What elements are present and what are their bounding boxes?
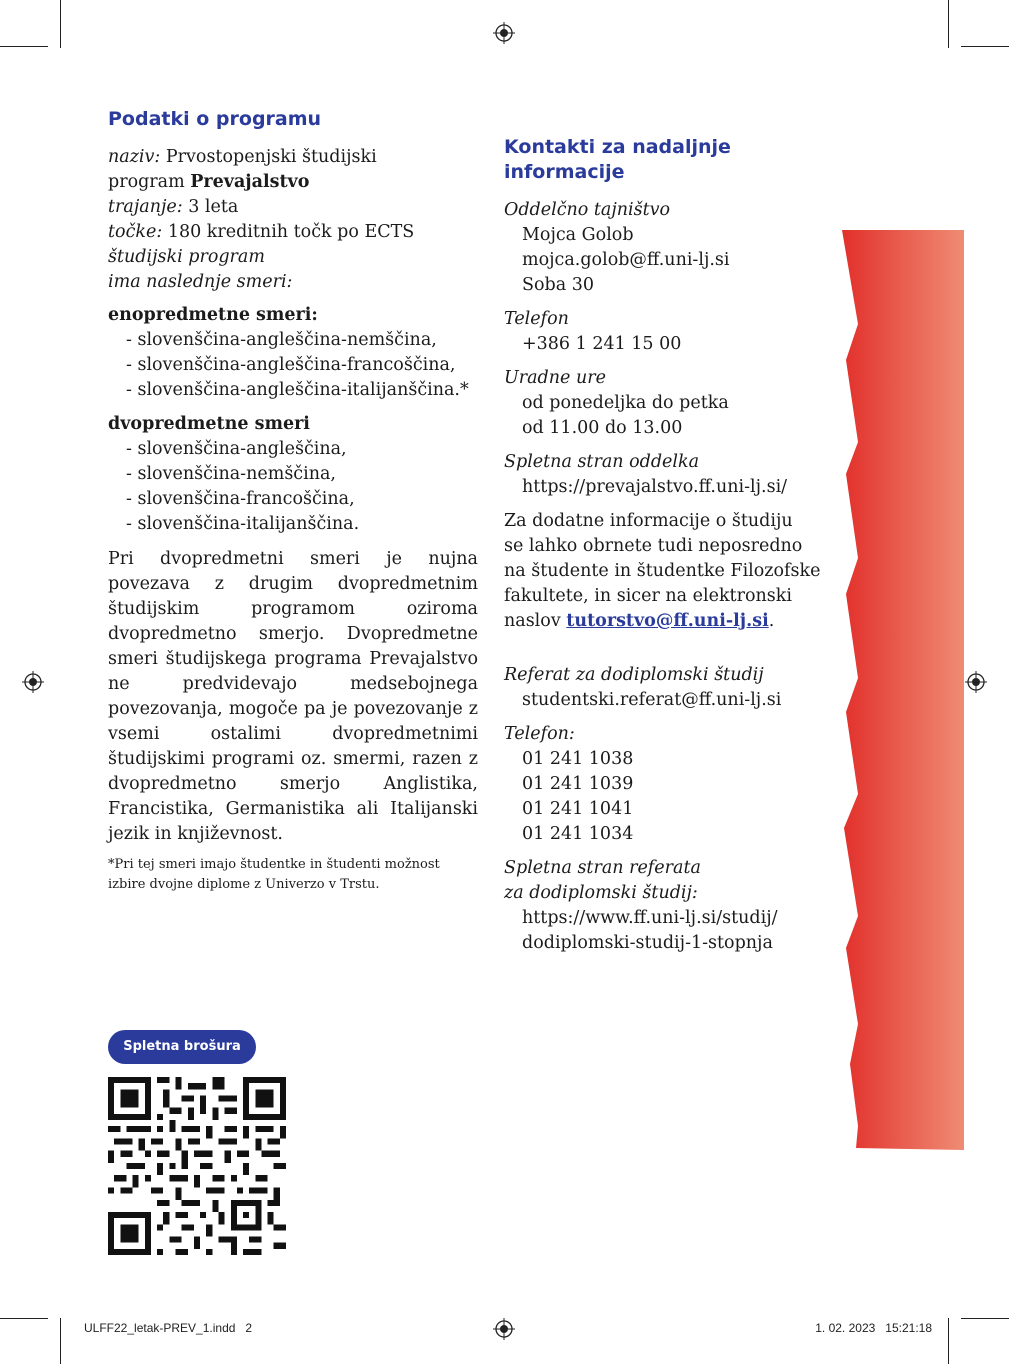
contacts-info: [504, 198, 840, 956]
naslov-line: [504, 609, 840, 634]
slug-filename: ULFF22_letak-PREV_1.indd 2: [84, 1321, 253, 1335]
naziv-label: naziv:: [108, 147, 161, 167]
crop-mark: [948, 1318, 949, 1364]
contacts-title-line-1: Kontakti za nadaljnje: [504, 136, 731, 158]
tajnistvo-name: Mojca Golob: [522, 225, 634, 245]
referat-email[interactable]: studentski.referat@ff.uni-lj.si: [522, 690, 782, 710]
program-line-2: ima naslednje smeri:: [108, 272, 293, 292]
tajnistvo-room: Soba 30: [522, 275, 594, 295]
registration-mark-icon: [493, 22, 515, 44]
dodatne-line: Za dodatne informacije o študiju: [504, 511, 793, 531]
contacts-title-line-2: informacije: [504, 161, 625, 183]
ure-line: od ponedeljka do petka: [522, 393, 729, 413]
crop-mark: [961, 1318, 1009, 1319]
qr-code-icon[interactable]: [108, 1077, 286, 1255]
program-name: Prevajalstvo: [190, 172, 310, 192]
naslov-prefix: naslov: [504, 611, 567, 631]
spletna-url[interactable]: https://prevajalstvo.ff.uni-lj.si/: [522, 477, 788, 497]
trajanje-label: trajanje:: [108, 197, 183, 217]
telefon2-number: 01 241 1038: [522, 749, 634, 769]
naziv-line-cont: [108, 170, 478, 195]
telefon-label: Telefon: [504, 309, 569, 329]
telefon2-label: Telefon:: [504, 724, 575, 744]
crop-mark: [961, 46, 1009, 47]
tajnistvo-email[interactable]: mojca.golob@ff.uni-lj.si: [522, 250, 730, 270]
referat-label: Referat za dodiplomski študij: [504, 665, 764, 685]
crop-mark: [60, 1318, 61, 1364]
crop-mark: [948, 0, 949, 48]
crop-mark: [0, 0, 1, 1]
crop-mark: [0, 1318, 48, 1319]
naziv-cont: program: [108, 172, 191, 192]
contacts-section-title: [504, 135, 834, 185]
dodatne-paragraph: [504, 509, 840, 634]
program-paragraph: Pri dvopredmetni smeri je nujna povezava z drugim dvopredmetnim študijskim programom oziroma dvopredmetno smerjo. Dvopredmetne smeri študijskega programa Prevajalstvo ne predvidevajo medsebojnega povezovanja, mogoče pa je povezovanje z vsemi ostalimi dvopredmetnimi študijskimi programi oz. smermi, razen z dvopredmetno smerjo Anglistika, Francistika, Germanistika ali Italijanski jezik in književnost.: [108, 549, 478, 844]
registration-mark-icon: [965, 671, 987, 693]
referat-web-url-1[interactable]: https://www.ff.uni-lj.si/studij/: [522, 908, 778, 928]
ure-line: od 11.00 do 13.00: [522, 418, 683, 438]
program-section-title: Podatki o programu: [108, 108, 322, 130]
ure-label: Uradne ure: [504, 368, 606, 388]
referat-web-label-2: za dodiplomski študij:: [504, 883, 698, 903]
dodatne-line: se lahko obrnete tudi neposredno: [504, 536, 803, 556]
referat-web-url-2[interactable]: dodiplomski-studij-1-stopnja: [522, 933, 773, 953]
tajnistvo-label: Oddelčno tajništvo: [504, 200, 671, 220]
naziv-line: [108, 145, 478, 170]
dvo-heading: dvopredmetne smeri: [108, 414, 310, 434]
crop-mark: [0, 46, 48, 47]
decorative-ribbon: [840, 228, 966, 1152]
trajanje-line: [108, 195, 478, 220]
registration-mark-icon: [22, 671, 44, 693]
list-item: - slovenščina-angleščina-nemščina,: [126, 330, 437, 350]
registration-mark-icon: [493, 1318, 515, 1340]
dodatne-line: fakultete, in sicer na elektronski: [504, 586, 792, 606]
dodatne-line: na študente in študentke Filozofske: [504, 561, 821, 581]
list-item: - slovenščina-italijanščina.: [126, 514, 360, 534]
slug-date: 1. 02. 2023 15:21:18: [815, 1321, 932, 1335]
trajanje-value: 3 leta: [188, 197, 239, 217]
naslov-suffix: .: [768, 611, 775, 631]
telefon-value: +386 1 241 15 00: [522, 334, 682, 354]
spletna-label: Spletna stran oddelka: [504, 452, 700, 472]
program-line-1: študijski program: [108, 247, 265, 267]
telefon2-number: 01 241 1039: [522, 774, 634, 794]
crop-mark: [60, 0, 61, 48]
tocke-value: 180 kreditnih točk po ECTS: [167, 222, 415, 242]
program-info: [108, 145, 478, 847]
telefon2-number: 01 241 1034: [522, 824, 634, 844]
list-item: - slovenščina-nemščina,: [126, 464, 336, 484]
tocke-line: [108, 220, 478, 245]
naziv-value: Prvostopenjski študijski: [165, 147, 377, 167]
tocke-label: točke:: [108, 222, 163, 242]
telefon2-number: 01 241 1041: [522, 799, 634, 819]
eno-heading: enopredmetne smeri:: [108, 305, 318, 325]
list-item: - slovenščina-angleščina-francoščina,: [126, 355, 456, 375]
list-item: - slovenščina-angleščina-italijanščina.*: [126, 380, 469, 400]
web-brochure-button[interactable]: Spletna brošura: [108, 1030, 256, 1064]
tutorstvo-email-link[interactable]: tutorstvo@ff.uni-lj.si: [566, 611, 769, 631]
footnote: *Pri tej smeri imajo študentke in študenti možnost izbire dvojne diplome z Univerzo v Trstu.: [108, 857, 440, 892]
list-item: - slovenščina-francoščina,: [126, 489, 355, 509]
list-item: - slovenščina-angleščina,: [126, 439, 347, 459]
referat-web-label-1: Spletna stran referata: [504, 858, 701, 878]
